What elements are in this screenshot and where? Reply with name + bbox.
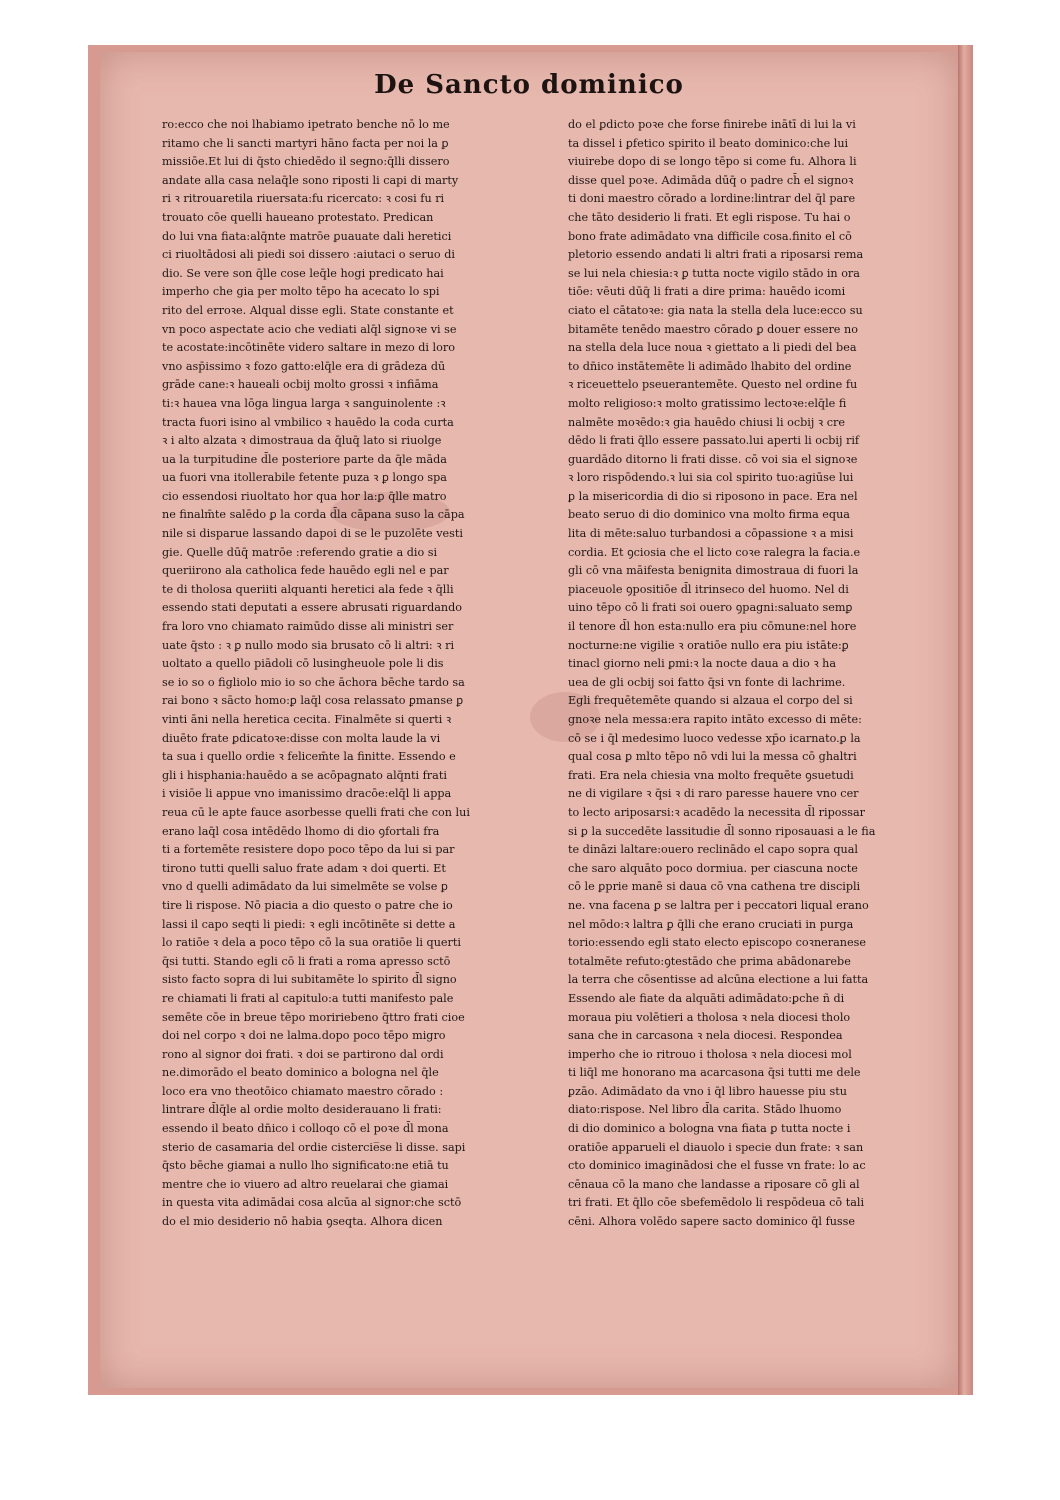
text-line: di dio dominico a bologna vna fiata ꝑ tutta nocte i (568, 1122, 851, 1136)
text-line: che saro alquāto poco dormiua. per ciascuna nocte (568, 861, 858, 875)
text-line: imperho che gia per molto tēpo ha acecato lo spi (162, 285, 440, 299)
text-line: i visiōe li appue vno imanissimo dracōe:elq̄l li appa (162, 787, 452, 801)
text-line: beato seruo di dio dominico vna molto firma equa (568, 508, 850, 522)
text-line: essendo stati deputati a essere abrusati riguardando (162, 601, 463, 615)
text-line: do el mio desiderio nō habia ꝯseqta. Alhora dicen (162, 1215, 443, 1229)
text-line: gli i hisphania:hauēdo a se acōpagnato alq̄nti frati (162, 768, 447, 782)
text-line: disse quel poꝛe. Adimāda dūq̄ o padre ch̄ el signoꝛ (568, 173, 854, 187)
text-line: pletorio essendo andati li altri frati a riposarsi rema (568, 248, 864, 262)
text-line: bono frate adimādato vna difficile cosa.finito el cō (568, 229, 852, 243)
text-line: vn poco aspectate acio che vediati alq̄l signoꝛe vi se (162, 322, 457, 336)
text-line: gie. Quelle dūq̄ matrōe :referendo gratie a dio si (162, 545, 438, 559)
text-line: si ꝑ la succedēte lassitudie d̄l sonno riposauasi a le fia (568, 824, 876, 838)
text-line: cō le ꝑprie manē si daua cō vna cathena tre discipli (568, 880, 861, 894)
text-line: ua la turpitudine d̄le posteriore parte da q̄le māda (162, 452, 447, 466)
text-line: queriirono ala catholica fede hauēdo egli nel e par (162, 564, 449, 578)
text-line: semēte cōe in breue tēpo moririebeno q̄ttro frati cioe (162, 1010, 465, 1024)
text-line: bitamēte tenēdo maestro cōrado ꝑ douer essere no (568, 322, 858, 336)
text-line: ta sua i quello ordie ꝛ felicem̄te la finitte. Essendo e (162, 750, 456, 764)
text-line: piaceuole ꝯpositiōe d̄l itrinseco del huomo. Nel di (568, 582, 849, 596)
text-line: viuirebe dopo di se longo tēpo si come fu. Alhora li (568, 155, 857, 169)
text-line: la terra che cōsentisse ad alcūna electione a lui fatta (568, 973, 869, 987)
text-line: re chiamati li frati al capitulo:a tutti manifesto pale (162, 991, 454, 1005)
text-line: ti:ꝛ hauea vna lōga lingua larga ꝛ sanguinolente :ꝛ (162, 396, 446, 410)
text-line: moraua piu volētieri a tholosa ꝛ nela diocesi tholo (568, 1010, 851, 1024)
text-line: che tāto desiderio li frati. Et egli rispose. Tu hai o (568, 210, 851, 224)
text-line: trouato cōe quelli haueano protestato. Predican (162, 210, 434, 224)
text-line: loco era vno theotōico chiamato maestro cōrado : (162, 1084, 444, 1098)
text-line: vno asp̄issimo ꝛ fozo gatto:elq̄le era di grādeza dū (162, 359, 446, 373)
text-line: lassi il capo seqti li piedi: ꝛ egli incōtinēte si dette a (162, 917, 456, 931)
text-line: cēnaua cō la mano che landasse a riposare cō gli al (568, 1177, 860, 1191)
text-line: vinti āni nella heretica cecita. Finalmēte si querti ꝛ (162, 713, 452, 726)
text-line: totalmēte refuto:ꝯtestādo che prima abādonarebe (568, 954, 851, 968)
text-line: lita di mēte:saluo turbandosi a cōpassione ꝛ a misi (568, 527, 854, 541)
text-line: q̄si tutti. Stando egli cō li frati a roma apresso sctō (162, 954, 451, 968)
text-line: diato:rispose. Nel libro d̄la carita. Stādo lhuomo (568, 1103, 842, 1117)
text-line: reua cū le apte fauce asorbesse quelli frati che con lui (162, 805, 470, 819)
text-line: te acostate:incōtinēte videro saltare in mezo di loro (162, 341, 455, 355)
text-line: gnoꝛe nela messa:era rapito intāto excesso di mēte: (568, 713, 862, 726)
text-line: do lui vna fiata:alq̄nte matrōe ꝑuauate dali heretici (162, 229, 452, 243)
text-line: nocturne:ne vigilie ꝛ oratiōe nullo era piu istāte:ꝑ (568, 638, 849, 652)
text-line: rai bono ꝛ sācto homo:ꝑ laq̄l cosa relassato ꝑmanse ꝑ (162, 694, 464, 708)
text-line: to dn̄ico instātemēte li adimādo lhabito del ordine (568, 359, 852, 373)
text-line: ne.dimorādo el beato dominico a bologna nel q̄le (162, 1066, 439, 1080)
text-line: q̄sto bēche giamai a nullo lho significato:ne etiā tu (162, 1159, 449, 1173)
text-line: missiōe.Et lui di q̄sto chiedēdo il segno:q̄lli dissero (162, 155, 450, 169)
text-line: sisto facto sopra di lui subitamēte lo spirito d̄l signo (162, 973, 457, 987)
text-line: ritamo che li sancti martyri hāno facta per noi la ꝑ (162, 136, 449, 150)
text-line: uino tēpo cō li frati soi ouero ꝯpagni:saluato semꝑ (568, 601, 853, 615)
text-line: guardādo ditorno li frati disse. cō voi sia el signoꝛe (568, 452, 858, 466)
text-line: cio essendosi riuoltato hor qua hor la:ꝑ q̄lle matro (162, 489, 447, 503)
text-line: uoltato a quello piādoli cō lusingheuole pole li dis (162, 657, 444, 671)
text-line: ꝑzāo. Adimādato da vno i q̄l libro hauesse piu stu (568, 1084, 847, 1098)
text-line: diuēto frate ꝑdicatoꝛe:disse con molta laude la vi (162, 731, 441, 745)
text-line: qual cosa ꝑ mlto tēpo nō vdi lui la messa cō ghaltri (568, 750, 857, 764)
text-line: tri frati. Et q̄llo cōe sbefemēdolo li respōdeua cō tali (568, 1196, 865, 1210)
text-line: doi nel corpo ꝛ doi ne lalma.dopo poco tēpo migro (162, 1029, 446, 1043)
text-line: cto dominico imaginādosi che el fusse vn frate: lo ac (568, 1159, 866, 1173)
text-line: Essendo ale fiate da alquāti adimādato:ꝑche ñ di (568, 991, 845, 1005)
text-line: oratiōe apparueli el diauolo i specie dun frate: ꝛ san (568, 1140, 864, 1154)
text-line: grāde cane:ꝛ haueali ocbij molto grossi ꝛ infiāma (162, 378, 439, 392)
text-line: ti liq̄l me honorano ma acarcasona q̄si tutti me dele (568, 1066, 861, 1080)
text-line: lo ratiōe ꝛ dela a poco tēpo cō la sua oratiōe li querti (162, 936, 461, 950)
text-line: ua fuori vna itollerabile fetente puza ꝛ ꝑ longo spa (162, 471, 447, 485)
text-line: se io so o figliolo mio io so che āchora bēche tardo sa (162, 675, 465, 689)
text-line: ro:ecco che noi lhabiamo ipetrato benche nō lo me (162, 118, 450, 131)
text-line: ti a fortemēte resistere dopo poco tēpo da lui si par (162, 843, 455, 857)
text-line: tire li rispose. Nō piacia a dio questo o patre che io (162, 898, 453, 912)
text-line: nel mōdo:ꝛ laltra ꝑ q̄lli che erano cruciati in purga (568, 917, 854, 931)
text-line: uea de gli ocbij soi fatto q̄si vn fonte di lachrime. (568, 675, 846, 689)
text-line: imperho che io ritrouo i tholosa ꝛ nela diocesi mol (568, 1047, 852, 1061)
text-line: te di tholosa queriiti alquanti heretici ala fede ꝛ q̄lli (162, 582, 454, 596)
text-line: tiōe: vēuti dūq̄ li frati a dire prima: hauēdo icomi (568, 285, 846, 299)
text-line: frati. Era nela chiesia vna molto frequēte ꝯsuetudi (568, 768, 854, 782)
text-line: essendo il beato dn̄ico i colloqo cō el poꝛe d̄l mona (162, 1122, 449, 1136)
text-line: ꝛ i alto alzata ꝛ dimostraua da q̄luq̄ lato si riuolge (162, 434, 442, 448)
text-line: ci riuoltādosi ali piedi soi dissero :aiutaci o seruo di (162, 248, 455, 262)
text-line: uate q̄sto : ꝛ ꝑ nullo modo sia brusato cō li altri: ꝛ ri (162, 638, 455, 652)
text-line: ꝑ la misericordia di dio si riposono in pace. Era nel (568, 489, 858, 503)
text-line: tracta fuori isino al vmbilico ꝛ hauēdo la coda curta (162, 415, 454, 429)
text-line: nalmēte moꝛēdo:ꝛ gia hauēdo chiusi li ocbij ꝛ cre (568, 415, 845, 429)
next-page-edge (958, 45, 973, 1395)
text-line: vno d quelli adimādato da lui simelmēte se volse ꝑ (162, 880, 449, 894)
text-line: rito del erroꝛe. Alqual disse egli. State constante et (162, 303, 454, 317)
text-line: do el ꝑdicto poꝛe che forse finirebe inātī di lui la vi (568, 118, 856, 131)
text-line: andate alla casa nelaq̄le sono riposti li capi di marty (162, 173, 459, 187)
text-line: lintrare d̄lq̄le al ordie molto desiderauano li frati: (162, 1103, 442, 1117)
text-line: tirono tutti quelli saluo frate adam ꝛ doi querti. Et (162, 861, 446, 875)
text-line: te dināzi laltare:ouero reclinādo el capo sopra qual (568, 843, 858, 857)
text-line: na stella dela luce noua ꝛ giettato a li piedi del bea (568, 341, 857, 355)
text-line: molto religioso:ꝛ molto gratissimo lectoꝛe:elq̄le fi (568, 396, 847, 410)
text-line: rono al signor doi frati. ꝛ doi se partirono dal ordi (162, 1047, 444, 1061)
text-line: torio:essendo egli stato electo episcopo coꝛneranese (568, 936, 866, 950)
text-line: ꝛ riceuettelo pseuerantemēte. Questo nel ordine fu (568, 378, 858, 392)
text-line: nile si disparue lassando dapoi di se le puzolēte vesti (162, 527, 463, 541)
right-text-column (568, 116, 956, 1232)
text-line: fra loro vno chiamato raimūdo disse ali ministri ser (162, 620, 454, 634)
text-line: se lui nela chiesia:ꝛ ꝑ tutta nocte vigilo stādo in ora (568, 266, 860, 280)
text-line: ne finalm̄te salēdo ꝑ la corda d̄la cāpana suso la cāpa (162, 508, 465, 522)
text-line: tinacl giorno neli ꝑmi:ꝛ la nocte daua a dio ꝛ ha (568, 657, 837, 671)
text-line: ne. vna facena ꝑ se laltra per i peccatori liqual erano (568, 898, 869, 912)
text-line: ciato el cātatoꝛe: gia nata la stella dela luce:ecco su (568, 303, 863, 317)
left-text-column (162, 116, 550, 1232)
text-line: gli cō vna māifesta benignita dimostraua di fuori la (568, 564, 859, 578)
text-line: ri ꝛ ritrouaretila riuersata:fu ricercato: ꝛ cosi fu ri (162, 192, 445, 206)
text-line: erano laq̄l cosa intēdēdo lhomo di dio ꝯfortali fra (162, 824, 440, 838)
text-line: ne di vigilare ꝛ q̄si ꝛ di raro paresse hauere vno cer (568, 787, 859, 801)
text-line: ti doni maestro cōrado a lordine:lintrar del q̄l pare (568, 192, 856, 206)
text-line: dio. Se vere son q̄lle cose leq̄le hogi predicato hai (162, 266, 444, 280)
text-line: sterio de casamaria del ordie cistercie̅se li disse. sapi (162, 1140, 466, 1154)
text-line: cēni. Alhora volēdo sapere sacto dominico q̄l fusse (568, 1215, 856, 1229)
running-head: De Sancto dominico (374, 70, 684, 100)
text-line: cordia. Et ꝯciosia che el licto coꝛe ralegra la facia.e (568, 545, 861, 559)
text-line: sana che in carcasona ꝛ nela diocesi. Respondea (568, 1029, 843, 1043)
text-line: dēdo li frati q̄llo essere passato.lui aperti li ocbij rif (568, 434, 860, 448)
text-line: mentre che io viuero ad altro reuelarai che giamai (162, 1177, 449, 1191)
text-line: il tenore d̄l hon esta:nullo era piu cōmune:nel hore (568, 620, 857, 634)
text-line: to lecto ariposarsi:ꝛ acadēdo la necessita d̄l ripossar (568, 805, 865, 819)
book-page (100, 52, 958, 1388)
text-line: Egli frequētemēte quando si alzaua el corpo del si (568, 694, 853, 708)
text-line: ꝛ loro rispōdendo.ꝛ lui sia col spirito tuo:agiūse lui (568, 471, 854, 485)
text-line: cō se i q̄l medesimo luoco vedesse xp̄o icarnato.ꝑ la (568, 731, 861, 745)
text-line: ta dissel i ꝑfetico spirito il beato dominico:che lui (568, 136, 849, 150)
text-line: in questa vita adimādai cosa alcūa al signor:che sctō (162, 1196, 462, 1210)
